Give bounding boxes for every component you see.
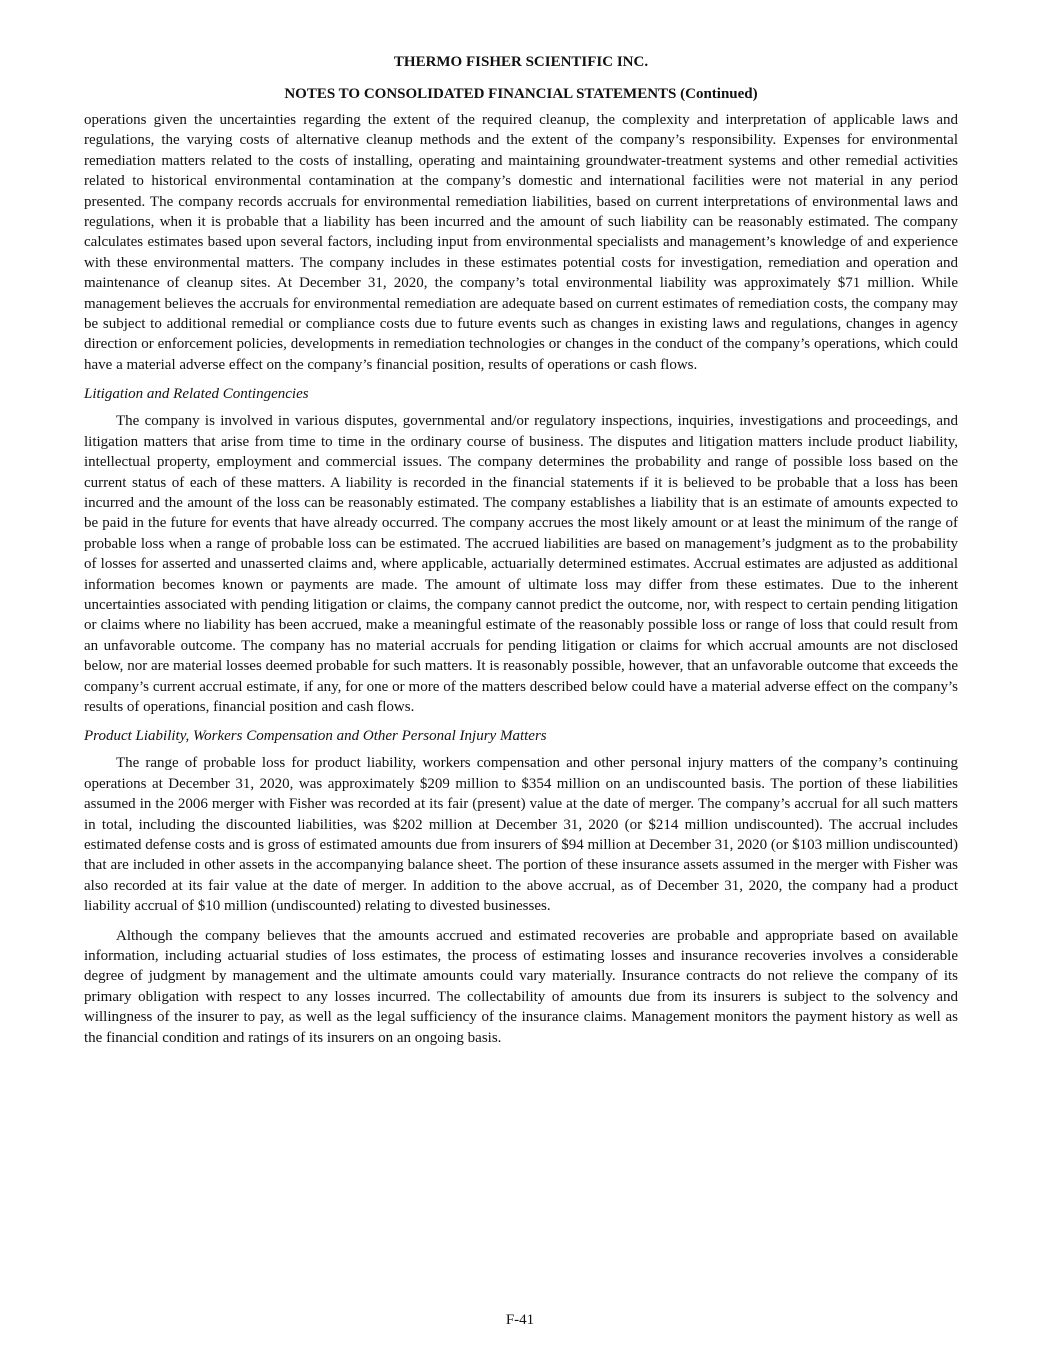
litigation-paragraph: The company is involved in various disputes, governmental and/or regulatory inspections, inquiries, investigations and proceedings, and litigation matters that arise from time to time in the ordinary course of business. The disputes and litigation matters include product liability, intellectual property, employment and commercial issues. The company determines the probability and range of possible loss based on the current status of each of these matters. A liability is recorded in the financial statements if it is believed to be probable that a loss has been incurred and the amount of the loss can be reasonably estimated. The company establishes a liability that is an estimate of amounts expected to be paid in the future for events that have already occurred. The company accrues the most likely amount or at least the minimum of the range of probable loss when a range of probable loss can be estimated. The accrued liabilities are based on management’s judgment as to the probability of losses for asserted and unasserted claims and, where applicable, actuarially determined estimates. Accrual estimates are adjusted as additional information becomes known or payments are made. The amount of ultimate loss may differ from these estimates. Due to the inherent uncertainties associated with pending litigation or claims, the company cannot predict the outcome, nor, with respect to certain pending litigation or claims where no liability has been accrued, make a meaningful estimate of the reasonably possible loss or range of loss that could result from an unfavorable outcome. The company has no material accruals for pending litigation or claims for which accrual amounts are not disclosed below, nor are material losses deemed probable for such matters. It is reasonably possible, however, that an unfavorable outcome that exceeds the company’s current accrual estimate, if any, for one or more of the matters described below could have a material adverse effect on the company’s results of operations, financial position and cash flows. xyxy=(84,413,958,715)
page-title: NOTES TO CONSOLIDATED FINANCIAL STATEMENTS (Continued) xyxy=(284,86,758,102)
company-name: THERMO FISHER SCIENTIFIC INC. xyxy=(393,54,649,70)
page-number: F-41 xyxy=(505,1312,535,1328)
environmental-paragraph: operations given the uncertainties regarding the extent of the required cleanup, the complexity and interpretation of applicable laws and regulations, the varying costs of alternative cleanup methods and the extent of the company’s responsibility. Expenses for environmental remediation matters related to the costs of installing, operating and maintaining groundwater-treatment systems and other remedial activities related to historical environmental contamination at the company’s domestic and international facilities were not material in any period presented. The company records accruals for environmental remediation liabilities, based on current interpretations of environmental laws and regulations, when it is probable that a liability has been incurred and the amount of such liability can be reasonably estimated. The company calculates estimates based upon several factors, including input from environmental specialists and management’s knowledge of and experience with these environmental matters. The company includes in these estimates potential costs for investigation, remediation and operation and maintenance of cleanup sites. At December 31, 2020, the company’s total environmental liability was approximately $71 million. While management believes the accruals for environmental remediation are adequate based on current estimates of remediation costs, the company may be subject to additional remedial or compliance costs due to future events such as changes in existing laws and regulations, changes in agency direction or enforcement policies, developments in remediation technologies or changes in the conduct of the company’s operations, which could have a material adverse effect on the company’s financial position, results of operations or cash flows. xyxy=(84,112,958,373)
product-liability-heading: Product Liability, Workers Compensation and Other Personal Injury Matters xyxy=(84,728,547,745)
product-liability-paragraph-1: The range of probable loss for product liability, workers compensation and other personal injury matters of the company’s continuing operations at December 31, 2020, was approximately $209 million to $354 million on an undiscounted basis. The portion of these liabilities assumed in the 2006 merger with Fisher was recorded at its fair (present) value at the date of merger. The company’s accrual for all such matters in total, including the discounted liabilities, was $202 million at December 31, 2020 (or $214 million undiscounted). The accrual includes estimated defense costs and is gross of estimated amounts due from insurers of $94 million at December 31, 2020 (or $103 million undiscounted) that are included in other assets in the accompanying balance sheet. The portion of these insurance assets assumed in the merger with Fisher was also recorded at its fair value at the date of merger. In addition to the above accrual, as of December 31, 2020, the company had a product liability accrual of $10 million (undiscounted) relating to divested businesses. xyxy=(84,755,958,915)
document-page xyxy=(84,52,958,1048)
litigation-heading: Litigation and Related Contingencies xyxy=(84,386,309,403)
paragraph-spacer xyxy=(84,917,958,926)
product-liability-paragraph-2: Although the company believes that the amounts accrued and estimated recoveries are probable and appropriate based on available information, including actuarial studies of loss estimates, the process of estimating losses and insurance recoveries involves a considerable degree of judgment by management and the ultimate amounts could vary materially. Insurance contracts do not relieve the company of its primary obligation with respect to any losses incurred. The collectability of amounts due from its insurers is subject to the solvency and willingness of the insurer to pay, as well as the legal sufficiency of the insurance claims. Management monitors the payment history as well as the financial condition and ratings of its insurers on an ongoing basis. xyxy=(84,927,958,1046)
